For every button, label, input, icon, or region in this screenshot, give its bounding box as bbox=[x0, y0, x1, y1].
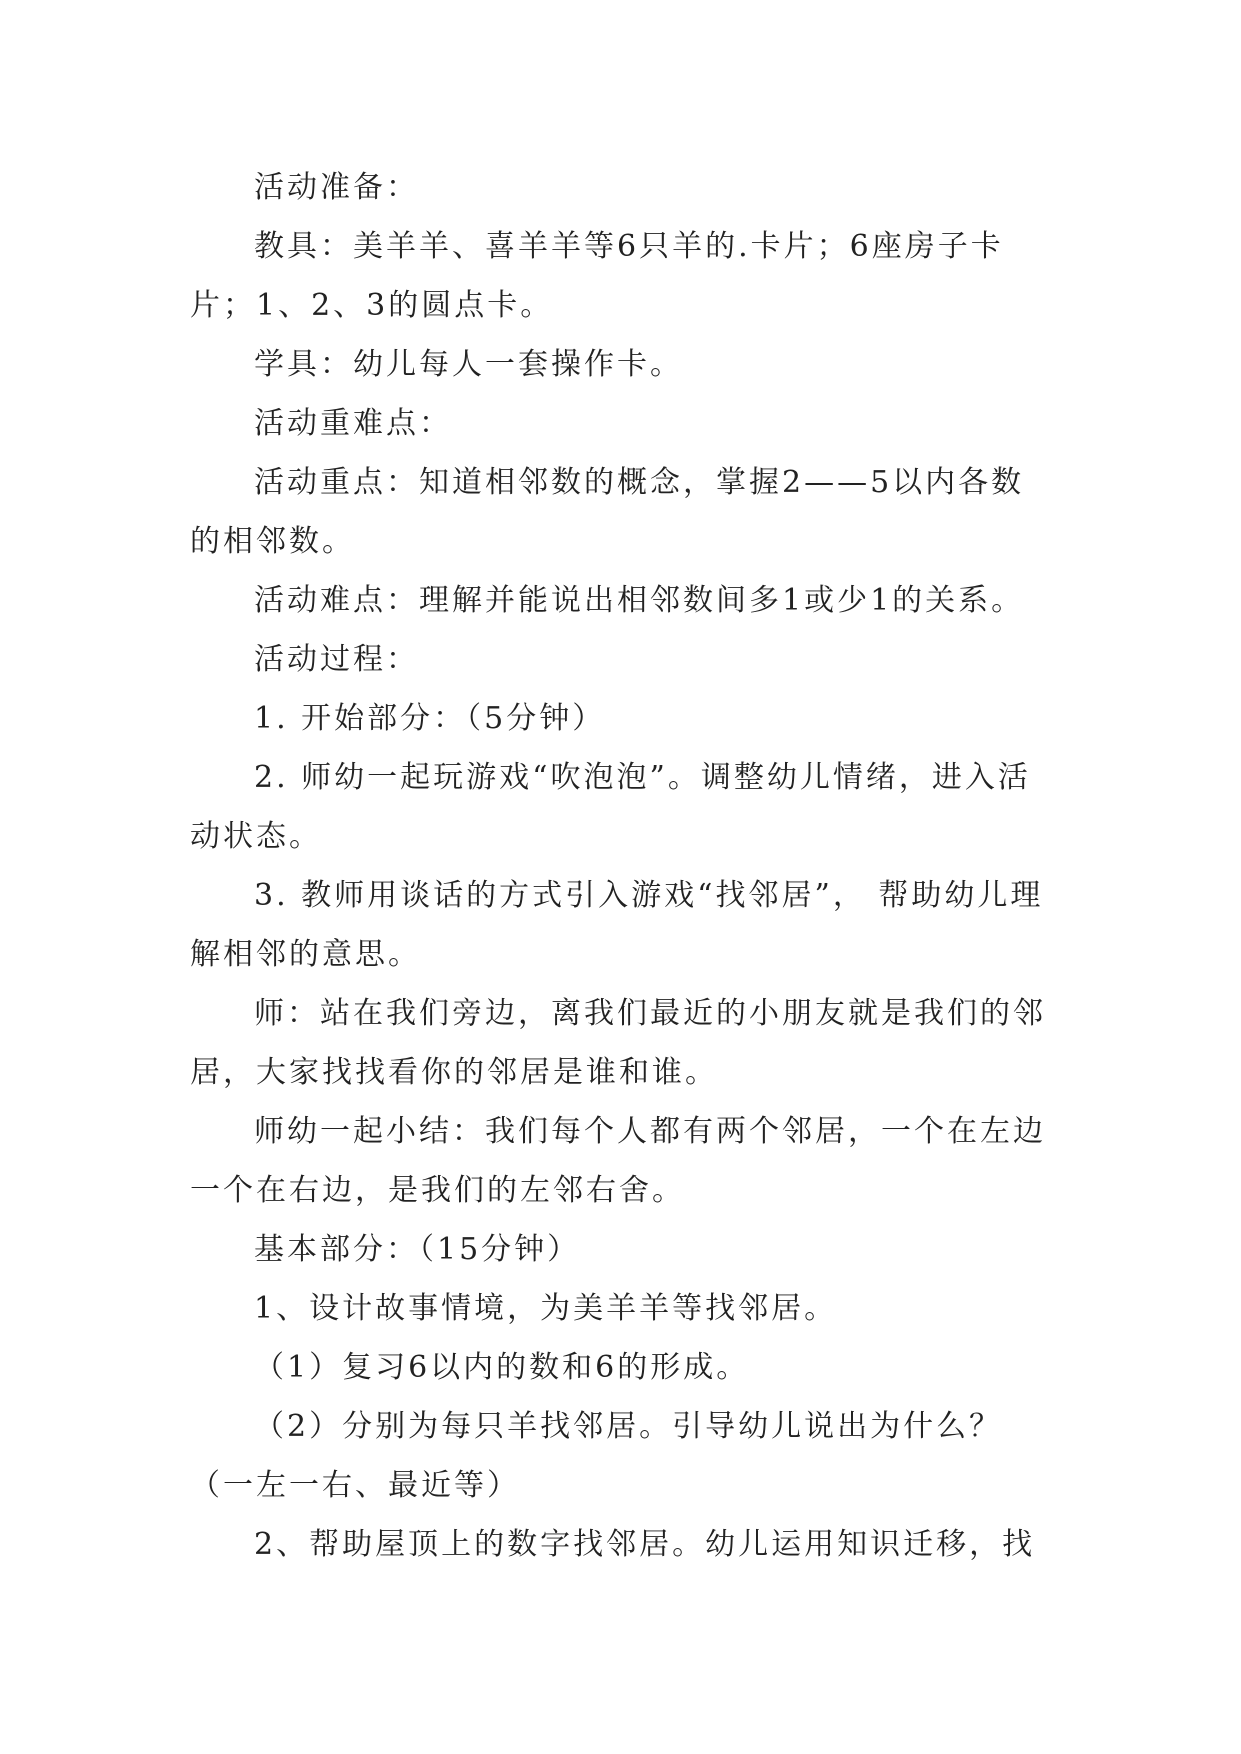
heading-activity-preparation: 活动准备： bbox=[254, 170, 419, 205]
paragraph-step-1: 1. 开始部分：（5分钟） bbox=[254, 701, 606, 736]
paragraph-teacher-says: 师：站在我们旁边，离我们最近的小朋友就是我们的邻居，大家找找看你的邻居是谁和谁。 bbox=[190, 996, 1046, 1090]
paragraph-basic-1-sub-2: （2）分别为每只羊找邻居。引导幼儿说出为什么？（一左一右、最近等） bbox=[190, 1409, 1003, 1503]
heading-key-difficult-points: 活动重难点： bbox=[254, 406, 452, 441]
paragraph-learning-aids: 学具：幼儿每人一套操作卡。 bbox=[254, 347, 683, 382]
paragraph-step-3: 3. 教师用谈话的方式引入游戏“找邻居”， 帮助幼儿理解相邻的意思。 bbox=[190, 878, 1044, 972]
heading-basic-part: 基本部分：（15分钟） bbox=[254, 1232, 581, 1267]
heading-activity-process: 活动过程： bbox=[254, 642, 419, 677]
paragraph-key-point: 活动重点：知道相邻数的概念，掌握2——5以内各数的相邻数。 bbox=[190, 465, 1025, 559]
document-body bbox=[190, 158, 1050, 1574]
paragraph-summary: 师幼一起小结：我们每个人都有两个邻居，一个在左边一个在右边，是我们的左邻右舍。 bbox=[190, 1114, 1046, 1208]
paragraph-basic-2: 2、帮助屋顶上的数字找邻居。幼儿运用知识迁移，找 bbox=[254, 1527, 1036, 1562]
paragraph-teaching-aids: 教具：美羊羊、喜羊羊等6只羊的.卡片；6座房子卡片；1、2、3的圆点卡。 bbox=[190, 229, 1004, 323]
paragraph-basic-1: 1、设计故事情境，为美羊羊等找邻居。 bbox=[254, 1291, 838, 1326]
paragraph-basic-1-sub-1: （1）复习6以内的数和6的形成。 bbox=[254, 1350, 750, 1385]
paragraph-step-2: 2. 师幼一起玩游戏“吹泡泡”。调整幼儿情绪，进入活动状态。 bbox=[190, 760, 1031, 854]
paragraph-difficult-point: 活动难点：理解并能说出相邻数间多1或少1的关系。 bbox=[254, 583, 1025, 618]
